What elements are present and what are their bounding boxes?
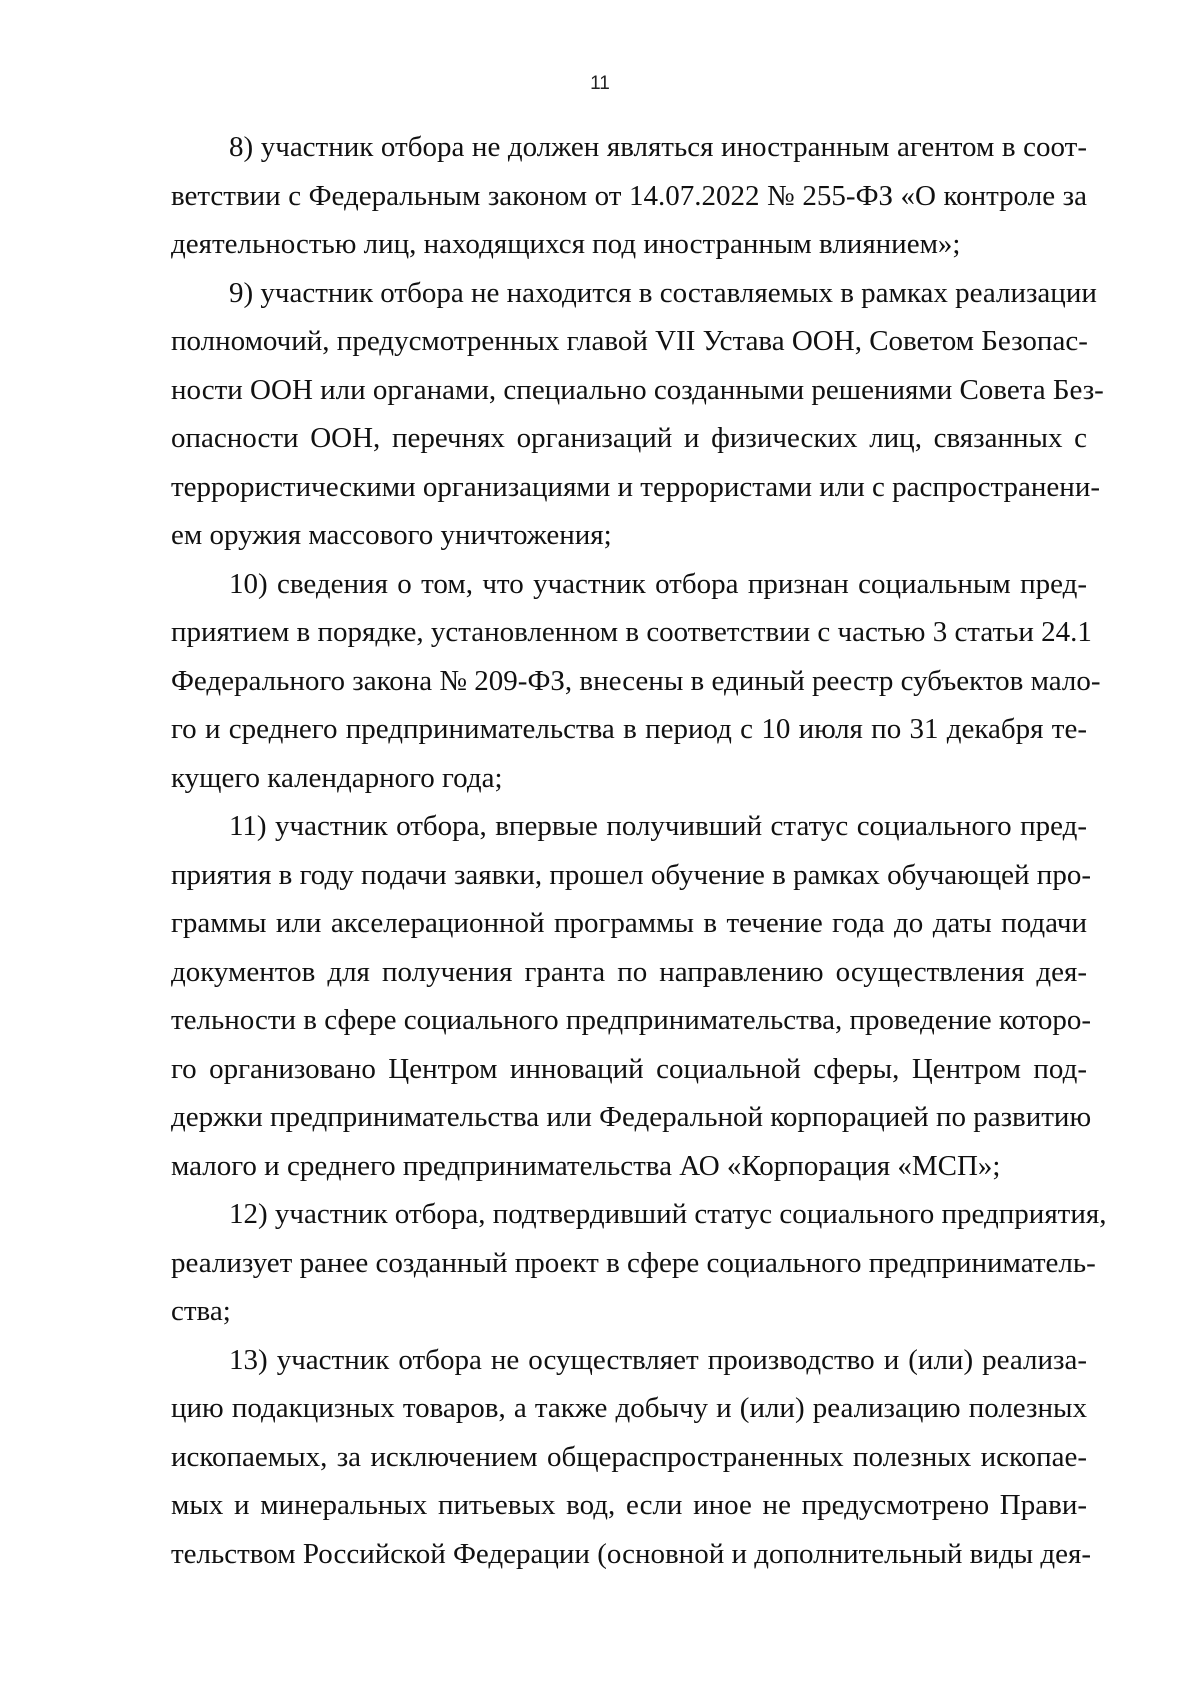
paragraph-line: 13) участник отбора не осуществляет производство и (или) реализа-: [229, 1343, 1087, 1376]
paragraph-line: 10) сведения о том, что участник отбора признан социальным пред-: [229, 567, 1087, 600]
paragraph-line: опасности ООН, перечнях организаций и физических лиц, связанных с: [171, 422, 1087, 454]
paragraph-item: [171, 123, 1087, 269]
paragraph-line: Федерального закона № 209-ФЗ, внесены в единый реестр субъектов мало-: [171, 664, 1101, 697]
paragraph-item: [171, 1336, 1091, 1579]
paragraph-item: [171, 1190, 1107, 1336]
paragraph-line: деятельностью лиц, находящихся под иностранным влиянием»;: [171, 228, 961, 260]
paragraph-line: 11) участник отбора, впервые получивший статус социального пред-: [229, 810, 1087, 842]
paragraph-line: цию подакцизных товаров, а также добычу и (или) реализацию полезных: [171, 1392, 1087, 1424]
paragraph-line: 8) участник отбора не должен являться иностранным агентом в соот-: [229, 131, 1087, 163]
paragraph-line: го и среднего предпринимательства в период с 10 июля по 31 декабря те-: [171, 713, 1087, 745]
paragraph-line: ства;: [171, 1295, 231, 1327]
paragraph-line: приятия в году подачи заявки, прошел обучение в рамках обучающей про-: [171, 858, 1091, 891]
paragraph-line: террористическими организациями и террористами или с распространени-: [171, 470, 1100, 503]
paragraph-item: [171, 269, 1104, 560]
paragraph-line: граммы или акселерационной программы в течение года до даты подачи: [171, 907, 1087, 939]
paragraph-line: тельности в сфере социального предпринимательства, проведение которо-: [171, 1004, 1092, 1036]
paragraph-line: полномочий, предусмотренных главой VII Устава ООН, Советом Безопас-: [171, 325, 1088, 357]
paragraph-line: реализует ранее созданный проект в сфере социального предприниматель-: [171, 1246, 1096, 1279]
paragraph-item: [171, 802, 1092, 1190]
paragraph-line: документов для получения гранта по направлению осуществления дея-: [171, 955, 1087, 988]
page-number: 11: [590, 73, 610, 94]
paragraph-line: держки предпринимательства или Федеральной корпорацией по развитию: [171, 1101, 1092, 1133]
document-body: [171, 123, 1107, 1578]
paragraph-line: приятием в порядке, установленном в соответствии с частью 3 статьи 24.1: [171, 616, 1092, 648]
paragraph-item: [171, 560, 1101, 803]
paragraph-line: 9) участник отбора не находится в составляемых в рамках реализации: [229, 276, 1097, 309]
paragraph-line: ем оружия массового уничтожения;: [171, 519, 612, 551]
paragraph-line: тельством Российской Федерации (основной и дополнительный виды дея-: [171, 1537, 1091, 1570]
paragraph-line: ископаемых, за исключением общераспространенных полезных ископае-: [171, 1440, 1087, 1473]
paragraph-line: 12) участник отбора, подтвердивший статус социального предприятия,: [229, 1198, 1107, 1230]
paragraph-line: ветствии с Федеральным законом от 14.07.2022 № 255-ФЗ «О контроле за: [171, 179, 1087, 212]
paragraph-line: ности ООН или органами, специально созданными решениями Совета Без-: [171, 373, 1104, 406]
paragraph-line: мых и минеральных питьевых вод, если иное не предусмотрено Прави-: [171, 1489, 1087, 1521]
paragraph-line: кущего календарного года;: [171, 761, 503, 794]
paragraph-line: го организовано Центром инноваций социальной сферы, Центром под-: [171, 1052, 1087, 1085]
paragraph-line: малого и среднего предпринимательства АО «Корпорация «МСП»;: [171, 1149, 1001, 1182]
